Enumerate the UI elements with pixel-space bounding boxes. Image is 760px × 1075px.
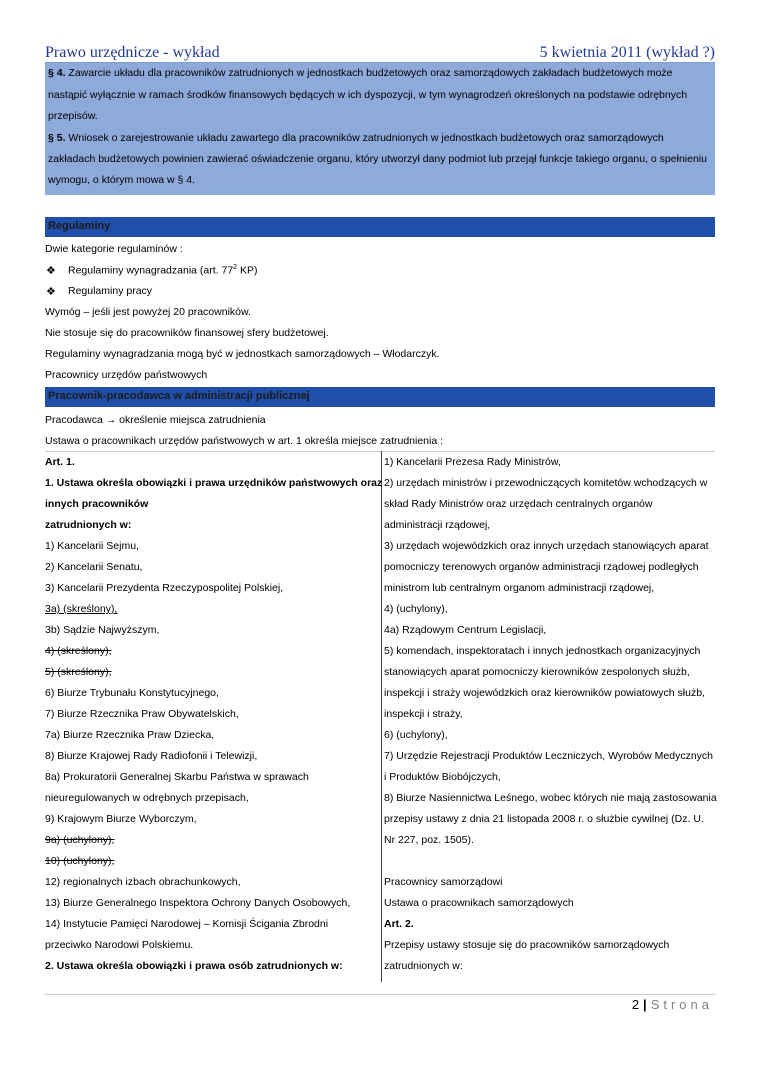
right-cell: Przepisy ustawy stosuje się do pracowników samorządowych: [384, 939, 670, 951]
regulaminy-line-4: Regulaminy wynagradzania mogą być w jednostkach samorządowych – Włodarczyk.: [45, 348, 440, 360]
bullet-icon: ❖: [46, 286, 56, 298]
left-cell: Art. 1.: [45, 456, 75, 468]
section-title: Regulaminy: [48, 220, 111, 232]
right-cell: pomocniczy terenowych organów administracji rządowej podległych: [384, 561, 699, 573]
left-cell: 10) (uchylony),: [45, 855, 115, 867]
left-cell: 3a) (skreślony),: [45, 603, 118, 615]
right-cell: 6) (uchylony),: [384, 729, 448, 741]
section-title: Pracownik-pracodawca w administracji publicznej: [48, 390, 310, 402]
right-cell: i Produktów Biobójczych,: [384, 771, 501, 783]
right-cell: 1) Kancelarii Prezesa Rady Ministrów,: [384, 456, 561, 468]
regulaminy-line-3: Nie stosuje się do pracowników finansowej sfery budżetowej.: [45, 327, 329, 339]
left-cell: 6) Biurze Trybunału Konstytucyjnego,: [45, 687, 219, 699]
left-cell: 8) Biurze Krajowej Rady Radiofonii i Telewizji,: [45, 750, 258, 762]
left-cell: 9) Krajowym Biurze Wyborczym,: [45, 813, 197, 825]
pracownik-line-1-suffix: określenie miejsca zatrudnienia: [116, 414, 266, 426]
left-cell: zatrudnionych w:: [45, 519, 132, 531]
paragraph-5-mark: § 5.: [48, 132, 66, 144]
page-number: 2: [631, 997, 640, 1012]
section-heading-pracownik: [45, 387, 715, 407]
right-cell: zatrudnionych w:: [384, 960, 463, 972]
paragraph-5-line-3: wymogu, o którym mowa w § 4.: [48, 174, 196, 186]
right-cell: 5) komendach, inspektoratach i innych jednostkach organizacyjnych: [384, 645, 701, 657]
bullet-icon: ❖: [46, 265, 56, 277]
paragraph-4-text: Zawarcie układu dla pracowników zatrudnionych w jednostkach budżetowych oraz samorządowych zakładach budżetowych może: [65, 67, 673, 79]
left-cell: innych pracowników: [45, 498, 149, 510]
footer-separator: |: [643, 997, 647, 1012]
bullet-item-1-sup: 2: [233, 264, 238, 271]
bullet-item-2: Regulaminy pracy: [68, 285, 153, 297]
statute-table: [45, 451, 715, 982]
left-cell: 4) (skreślony),: [45, 645, 112, 657]
pracownik-line-1-text: Pracodawca: [45, 414, 106, 426]
header-title: Prawo urzędnicze - wykład: [45, 44, 220, 61]
pracownik-line-2: Ustawa o pracownikach urzędów państwowych w art. 1 określa miejsce zatrudnienia :: [45, 435, 444, 447]
paragraph-4-mark: § 4.: [48, 67, 66, 79]
left-cell: 13) Biurze Generalnego Inspektora Ochrony Danych Osobowych,: [45, 897, 351, 909]
left-cell: 8a) Prokuratorii Generalnej Skarbu Państwa w sprawach: [45, 771, 309, 783]
left-cell: 7a) Biurze Rzecznika Praw Dziecka,: [45, 729, 215, 741]
regulaminy-line-5: Pracownicy urzędów państwowych: [45, 369, 208, 381]
right-cell: inspekcji i straży,: [384, 708, 463, 720]
left-cell: przeciwko Narodowi Polskiemu.: [45, 939, 194, 951]
left-cell: 2. Ustawa określa obowiązki i prawa osób zatrudnionych w:: [45, 960, 343, 972]
paragraph-4-line-1: [48, 67, 673, 79]
paragraph-5-line-1: [48, 132, 664, 144]
right-cell: 3) urzędach wojewódzkich oraz innych urzędach stanowiących aparat: [384, 540, 709, 552]
right-cell: Art. 2.: [384, 918, 414, 930]
left-cell: 3) Kancelarii Prezydenta Rzeczypospolitej Polskiej,: [45, 582, 284, 594]
right-cell: Ustawa o pracownikach samorządowych: [384, 897, 574, 909]
right-cell: ministrom lub centralnym organom administracji rządowej,: [384, 582, 655, 594]
table-top-border: [45, 451, 715, 452]
right-cell: 4) (uchylony),: [384, 603, 448, 615]
left-cell: 2) Kancelarii Senatu,: [45, 561, 143, 573]
section-heading-regulaminy: [45, 217, 715, 237]
right-cell: inspekcji i straży wojewódzkich oraz kierowników powiatowych służb,: [384, 687, 705, 699]
right-cell: skład Rady Ministrów oraz urzędach centralnych organów: [384, 498, 653, 510]
left-cell: nieuregulowanych w odrębnych przepisach,: [45, 792, 249, 804]
right-cell: 2) urzędach ministrów i przewodniczących komitetów wchodzących w: [384, 477, 708, 489]
right-cell: 8) Biurze Nasiennictwa Leśnego, wobec których nie mają zastosowania: [384, 792, 717, 804]
left-cell: 5) (skreślony),: [45, 666, 112, 678]
right-cell: 7) Urzędzie Rejestracji Produktów Leczniczych, Wyrobów Medycznych: [384, 750, 714, 762]
right-cell: przepisy ustawy z dnia 21 listopada 2008 r. o służbie cywilnej (Dz. U.: [384, 813, 704, 825]
bullet-item-1: [68, 264, 258, 277]
table-column-divider: [381, 451, 382, 982]
right-cell: Pracownicy samorządowi: [384, 876, 503, 888]
pracownik-line-1: [45, 414, 266, 426]
left-cell: 9a) (uchylony),: [45, 834, 115, 846]
page-footer: [632, 997, 713, 1012]
footer-label: Strona: [650, 997, 713, 1012]
bullet-item-1-text: Regulaminy wynagradzania (art. 77: [68, 264, 234, 277]
left-cell: 1) Kancelarii Sejmu,: [45, 540, 139, 552]
regulaminy-line-2: Wymóg – jeśli jest powyżej 20 pracowników.: [45, 306, 251, 318]
right-cell: Nr 227, poz. 1505).: [384, 834, 474, 846]
footer-divider: [45, 994, 715, 995]
paragraph-5-line-2: zakładach budżetowych powinien zawierać oświadczenie organu, który utworzył dany podmiot lub przejął funkcje takiego organu, o spełnieniu: [48, 153, 707, 165]
paragraph-5-text: Wniosek o zarejestrowanie układu zawartego dla pracowników zatrudnionych w jednostkach budżetowych oraz samorządowych: [65, 132, 664, 144]
intro-highlight-block: [45, 63, 715, 195]
paragraph-4-line-2: nastąpić wyłącznie w ramach środków finansowych będących w ich dyspozycji, w tym wynagrodzeń określonych na podstawie odrębnych: [48, 89, 688, 101]
arrow-right-icon: →: [105, 414, 117, 426]
paragraph-4-line-3: przepisów.: [48, 110, 98, 122]
left-cell: 7) Biurze Rzecznika Praw Obywatelskich,: [45, 708, 239, 720]
bullet-item-1-suffix: KP): [237, 264, 258, 277]
right-cell: 4a) Rządowym Centrum Legislacji,: [384, 624, 547, 636]
right-cell: administracji rządowej,: [384, 519, 491, 531]
left-cell: 3b) Sądzie Najwyższym,: [45, 624, 160, 636]
regulaminy-line-1: Dwie kategorie regulaminów :: [45, 243, 183, 255]
page-header: [45, 44, 715, 64]
left-cell: 12) regionalnych izbach obrachunkowych,: [45, 876, 241, 888]
left-cell: 14) Instytucie Pamięci Narodowej – Komisji Ścigania Zbrodni: [45, 918, 329, 930]
left-cell: 1. Ustawa określa obowiązki i prawa urzędników państwowych oraz: [45, 477, 383, 489]
right-cell: stanowiących aparat pomocniczy kierowników zespolonych służb,: [384, 666, 690, 678]
header-date: 5 kwietnia 2011 (wykład ?): [539, 44, 715, 61]
